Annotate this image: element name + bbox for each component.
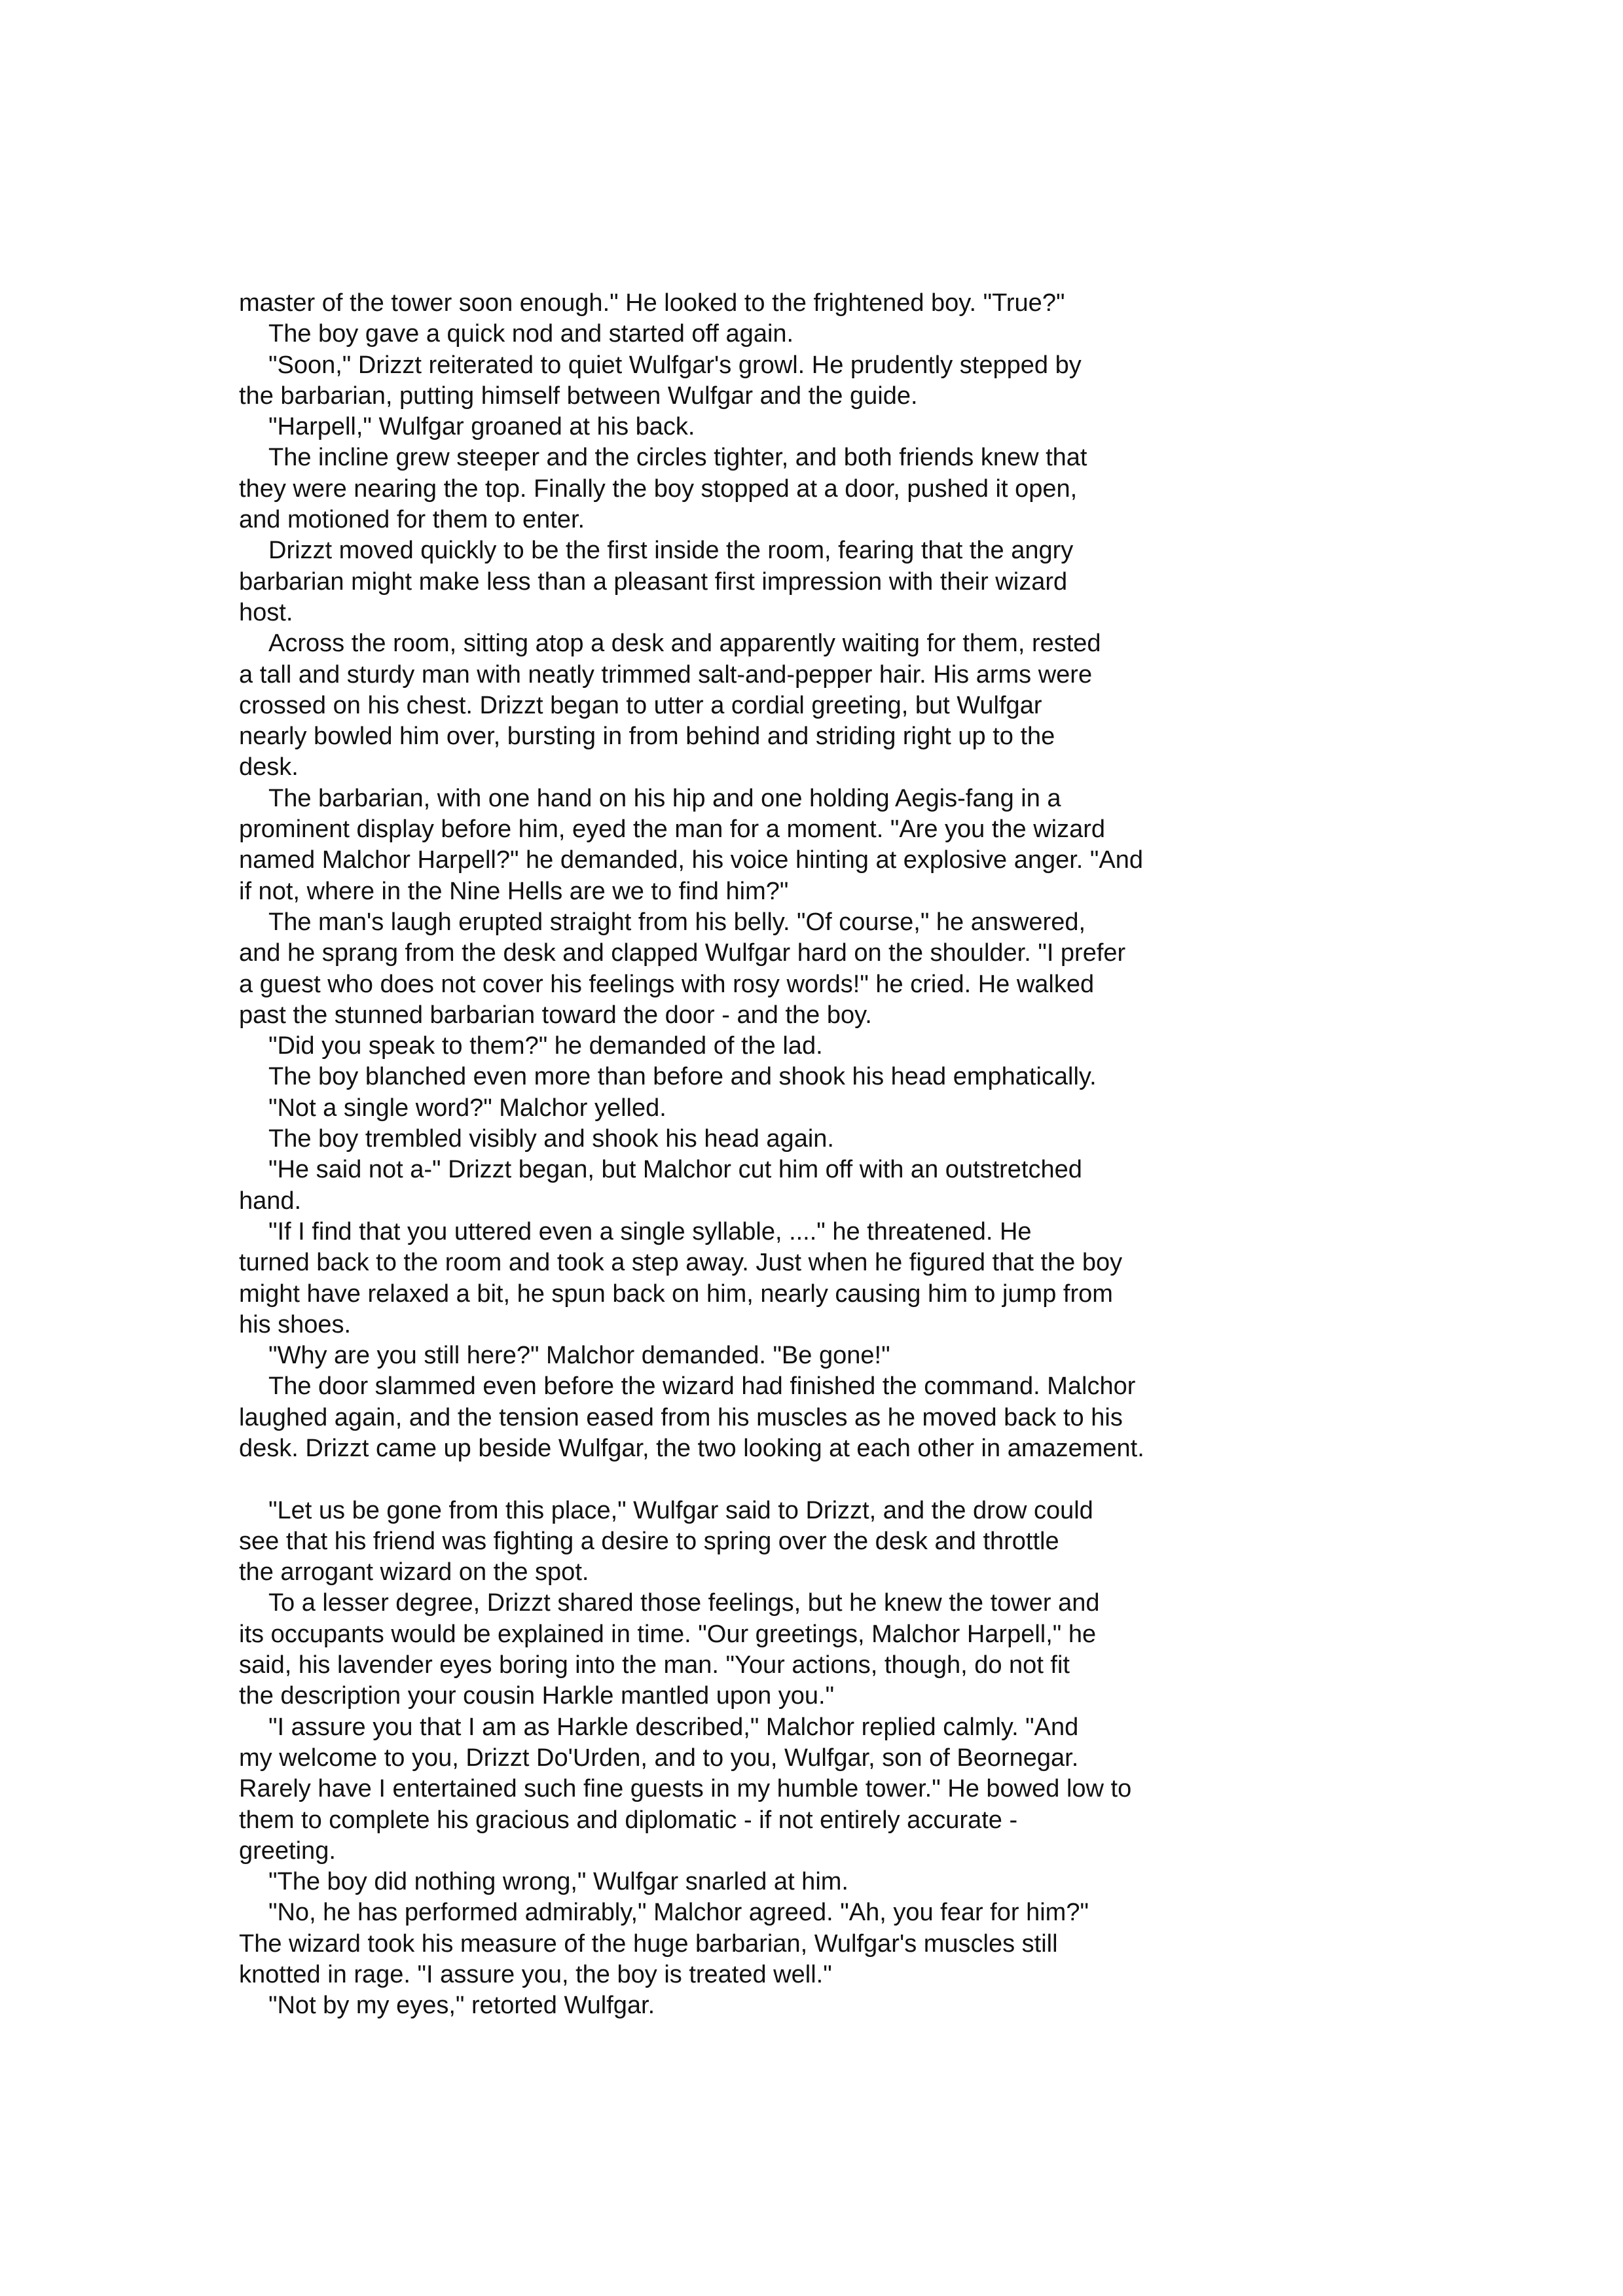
text-line: "Soon," Drizzt reiterated to quiet Wulfgar's growl. He prudently stepped by — [268, 351, 1082, 379]
text-line: see that his friend was fighting a desire to spring over the desk and throttle — [239, 1527, 1059, 1555]
text-line: The boy blanched even more than before and shook his head emphatically. — [268, 1063, 1097, 1091]
text-line: "Did you speak to them?" he demanded of the lad. — [268, 1032, 823, 1060]
text-line: prominent display before him, eyed the man for a moment. "Are you the wizard — [239, 816, 1106, 844]
text-line: "No, he has performed admirably," Malchor agreed. "Ah, you fear for him?" — [268, 1899, 1089, 1927]
text-line: The man's laugh erupted straight from his belly. "Of course," he answered, — [268, 908, 1086, 936]
text-line: might have relaxed a bit, he spun back on him, nearly causing him to jump from — [239, 1280, 1113, 1308]
text-line: past the stunned barbarian toward the door - and the boy. — [239, 1001, 872, 1029]
text-line: "He said not a-" Drizzt began, but Malchor cut him off with an outstretched — [268, 1156, 1082, 1184]
text-line: The boy gave a quick nod and started off again. — [268, 320, 794, 348]
text-line: master of the tower soon enough." He looked to the frightened boy. "True?" — [239, 289, 1065, 317]
text-line: "The boy did nothing wrong," Wulfgar snarled at him. — [268, 1868, 848, 1896]
text-line: said, his lavender eyes boring into the man. "Your actions, though, do not fit — [239, 1651, 1070, 1679]
text-line: if not, where in the Nine Hells are we to find him?" — [239, 877, 789, 905]
text-line: "I assure you that I am as Harkle described," Malchor replied calmly. "And — [268, 1713, 1079, 1741]
text-line: and he sprang from the desk and clapped Wulfgar hard on the shoulder. "I prefer — [239, 939, 1126, 967]
text-line: named Malchor Harpell?" he demanded, his voice hinting at explosive anger. "And — [239, 846, 1144, 874]
text-line: The door slammed even before the wizard had finished the command. Malchor — [268, 1372, 1136, 1401]
text-line: The wizard took his measure of the huge barbarian, Wulfgar's muscles still — [239, 1929, 1058, 1958]
text-line: a tall and sturdy man with neatly trimmed salt-and-pepper hair. His arms were — [239, 660, 1093, 689]
text-line: "Let us be gone from this place," Wulfgar said to Drizzt, and the drow could — [268, 1496, 1093, 1524]
text-line: The incline grew steeper and the circles tighter, and both friends knew that — [268, 444, 1087, 472]
text-line: "If I find that you uttered even a single syllable, ...." he threatened. He — [268, 1217, 1032, 1246]
text-line: desk. Drizzt came up beside Wulfgar, the two looking at each other in amazement. — [239, 1434, 1144, 1462]
text-line: Across the room, sitting atop a desk and apparently waiting for them, rested — [268, 630, 1101, 658]
text-line: The boy trembled visibly and shook his head again. — [268, 1125, 834, 1153]
text-line: Drizzt moved quickly to be the first inside the room, fearing that the angry — [268, 537, 1074, 565]
text-line: host. — [239, 598, 293, 626]
text-line: "Why are you still here?" Malchor demanded. "Be gone!" — [268, 1342, 890, 1370]
text-line: The barbarian, with one hand on his hip and one holding Aegis-fang in a — [268, 784, 1061, 812]
text-line: crossed on his chest. Drizzt began to utter a cordial greeting, but Wulfgar — [239, 691, 1042, 719]
text-line: greeting. — [239, 1837, 336, 1865]
text-line: the description your cousin Harkle mantled upon you." — [239, 1682, 835, 1710]
text-line: knotted in rage. "I assure you, the boy is treated well." — [239, 1961, 832, 1989]
paragraph-gap — [239, 1464, 1470, 1495]
text-line: To a lesser degree, Drizzt shared those feelings, but he knew the tower and — [268, 1589, 1100, 1617]
text-line: hand. — [239, 1187, 302, 1215]
text-line: a guest who does not cover his feelings with rosy words!" he cried. He walked — [239, 970, 1095, 998]
text-line: "Harpell," Wulfgar groaned at his back. — [268, 413, 695, 441]
text-line: the arrogant wizard on the spot. — [239, 1558, 589, 1587]
text-line: them to complete his gracious and diplomatic - if not entirely accurate - — [239, 1806, 1018, 1834]
text-line: desk. — [239, 753, 299, 781]
text-line: nearly bowled him over, bursting in from behind and striding right up to the — [239, 723, 1055, 751]
text-line: his shoes. — [239, 1310, 352, 1338]
text-line: "Not by my eyes," retorted Wulfgar. — [268, 1992, 655, 2020]
text-line: they were nearing the top. Finally the boy stopped at a door, pushed it open, — [239, 475, 1078, 503]
text-line: the barbarian, putting himself between Wulfgar and the guide. — [239, 382, 918, 410]
text-line: Rarely have I entertained such fine guests in my humble tower." He bowed low to — [239, 1775, 1132, 1803]
document-body-text — [239, 288, 1470, 2022]
text-line: "Not a single word?" Malchor yelled. — [268, 1094, 666, 1122]
text-line: its occupants would be explained in time. "Our greetings, Malchor Harpell," he — [239, 1620, 1097, 1648]
text-line: laughed again, and the tension eased from his muscles as he moved back to his — [239, 1403, 1123, 1431]
text-line: my welcome to you, Drizzt Do'Urden, and to you, Wulfgar, son of Beornegar. — [239, 1744, 1079, 1772]
text-line: and motioned for them to enter. — [239, 506, 585, 534]
text-line: turned back to the room and took a step away. Just when he figured that the boy — [239, 1249, 1123, 1277]
text-line: barbarian might make less than a pleasant first impression with their wizard — [239, 567, 1068, 596]
